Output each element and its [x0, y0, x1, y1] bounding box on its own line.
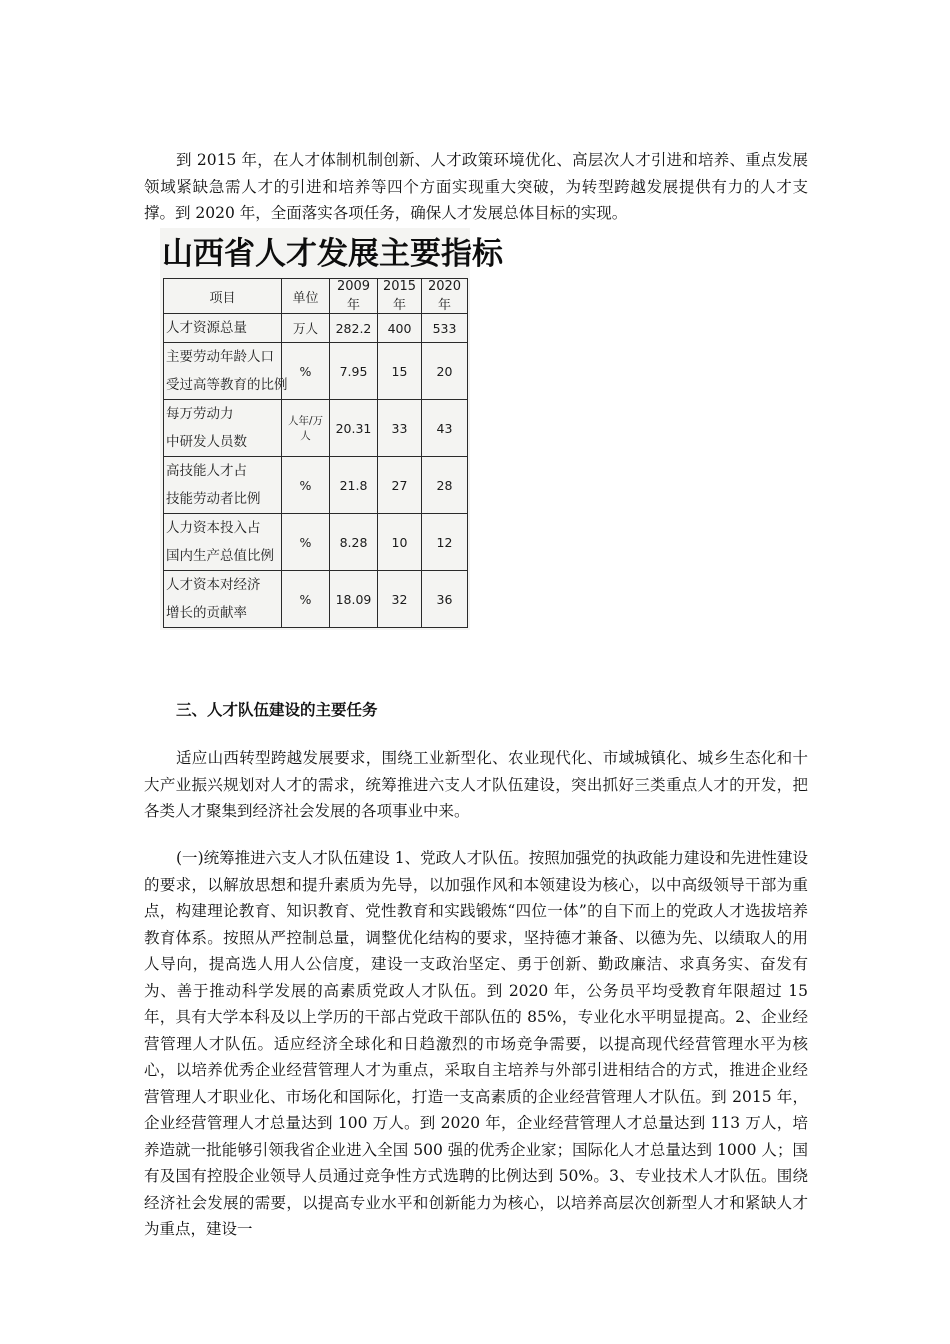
row-value-2015: 33: [378, 400, 422, 457]
row-item: 人力资本投入占 国内生产总值比例: [164, 514, 282, 571]
row-value-2020: 36: [422, 571, 468, 628]
table-row: [164, 400, 468, 457]
row-item: 主要劳动年龄人口 受过高等教育的比例: [164, 343, 282, 400]
row-value-2009: 20.31: [330, 400, 378, 457]
figure-title: 山西省人才发展主要指标: [162, 236, 503, 272]
section-heading: 三、人才队伍建设的主要任务: [176, 700, 378, 719]
row-unit: 人年/万人: [282, 400, 330, 457]
row-item: 高技能人才占 技能劳动者比例: [164, 457, 282, 514]
row-value-2009: 282.2: [330, 314, 378, 343]
indicator-table-image: [160, 228, 503, 630]
table-row: [164, 457, 468, 514]
header-2020: 2020 年: [422, 279, 468, 314]
row-value-2020: 20: [422, 343, 468, 400]
row-unit: 万人: [282, 314, 330, 343]
row-value-2015: 400: [378, 314, 422, 343]
section-intro-paragraph: 适应山西转型跨越发展要求，围绕工业新型化、农业现代化、市域城镇化、城乡生态化和十大产业振兴规划对人才的需求，统筹推进六支人才队伍建设，突出抓好三类重点人才的开发，把各类人才聚集到经济社会发展的各项事业中来。: [144, 749, 808, 820]
table-header-row: [164, 279, 468, 314]
row-unit: %: [282, 571, 330, 628]
row-value-2020: 12: [422, 514, 468, 571]
row-value-2009: 8.28: [330, 514, 378, 571]
row-value-2020: 533: [422, 314, 468, 343]
row-item: 人才资本对经济 增长的贡献率: [164, 571, 282, 628]
row-item: 人才资源总量: [164, 314, 282, 343]
header-2009: 2009 年: [330, 279, 378, 314]
table-row: [164, 571, 468, 628]
table-row: [164, 343, 468, 400]
row-unit: %: [282, 514, 330, 571]
row-unit: %: [282, 343, 330, 400]
row-value-2015: 15: [378, 343, 422, 400]
intro-paragraph: 到 2015 年，在人才体制机制创新、人才政策环境优化、高层次人才引进和培养、重点发展领域紧缺急需人才的引进和培养等四个方面实现重大突破，为转型跨越发展提供有力的人才支撑。到 2020 年，全面落实各项任务，确保人才发展总体目标的实现。: [144, 151, 808, 222]
row-unit: %: [282, 457, 330, 514]
row-value-2015: 10: [378, 514, 422, 571]
table-row: [164, 314, 468, 343]
row-value-2009: 21.8: [330, 457, 378, 514]
row-value-2015: 32: [378, 571, 422, 628]
row-value-2009: 18.09: [330, 571, 378, 628]
row-value-2009: 7.95: [330, 343, 378, 400]
row-value-2020: 43: [422, 400, 468, 457]
indicator-table: [163, 278, 468, 628]
header-item: 项目: [164, 279, 282, 314]
body-paragraph: (一)统筹推进六支人才队伍建设 1、党政人才队伍。按照加强党的执政能力建设和先进性建设的要求，以解放思想和提升素质为先导，以加强作风和本领建设为核心，以中高级领导干部为重点，构建理论教育、知识教育、党性教育和实践锻炼“四位一体”的自下而上的党政人才选拔培养教育体系。按照从严控制总量，调整优化结构的要求，坚持德才兼备、以德为先、以绩取人的用人导向，提高选人用人公信度，建设一支政治坚定、勇于创新、勤政廉洁、求真务实、奋发有为、善于推动科学发展的高素质党政人才队伍。到 2020 年，公务员平均受教育年限超过 15 年，具有大学本科及以上学历的干部占党政干部队伍的 85%，专业化水平明显提高。2、企业经营管理人才队伍。适应经济全球化和日趋激烈的市场竞争需要，以提高现代经营管理水平为核心，以培养优秀企业经营管理人才为重点，采取自主培养与外部引进相结合的方式，推进企业经营管理人才职业化、市场化和国际化，打造一支高素质的企业经营管理人才队伍。到 2015 年，企业经营管理人才总量达到 100 万人。到 2020 年，企业经营管理人才总量达到 113 万人，培养造就一批能够引领我省企业进入全国 500 强的优秀企业家；国际化人才总量达到 1000 人；国有及国有控股企业领导人员通过竞争性方式选聘的比例达到 50%。3、专业技术人才队伍。围绕经济社会发展的需要，以提高专业水平和创新能力为核心，以培养高层次创新型人才和紧缺人才为重点，建设一: [144, 849, 808, 1238]
row-item: 每万劳动力 中研发人员数: [164, 400, 282, 457]
header-unit: 单位: [282, 279, 330, 314]
table-row: [164, 514, 468, 571]
row-value-2015: 27: [378, 457, 422, 514]
row-value-2020: 28: [422, 457, 468, 514]
header-2015: 2015 年: [378, 279, 422, 314]
